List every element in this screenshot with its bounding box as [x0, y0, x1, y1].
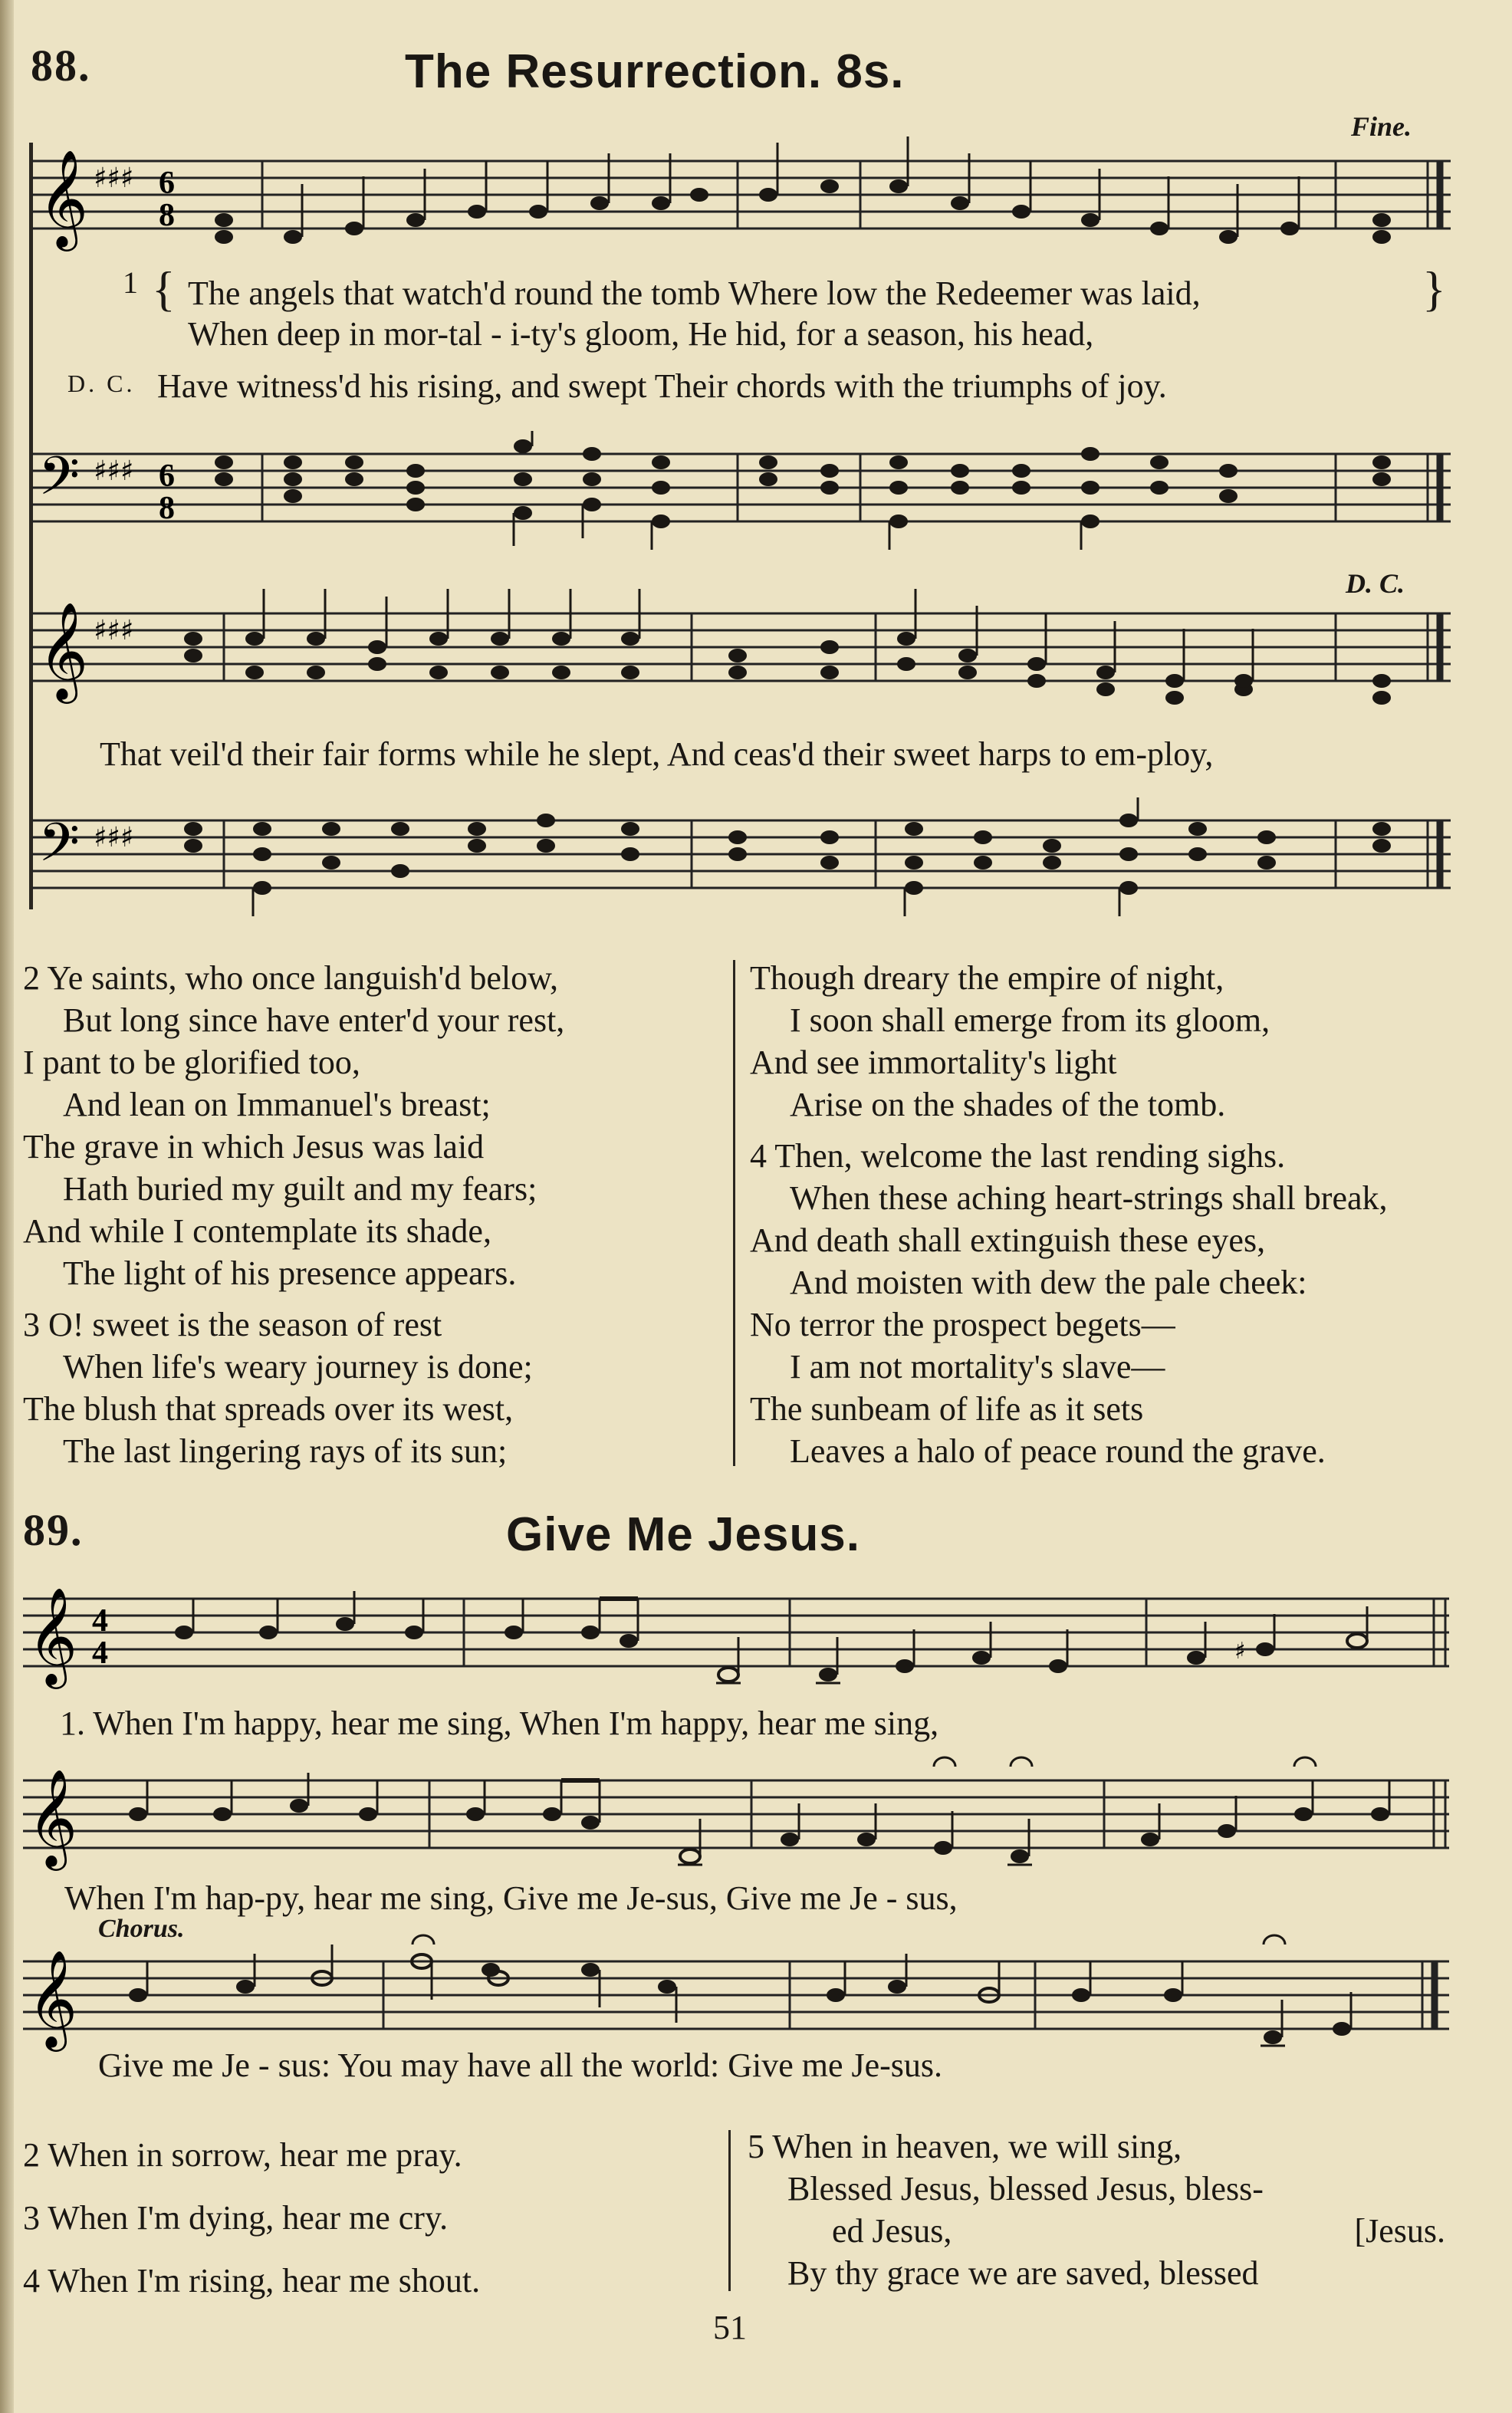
- svg-text:♯♯♯: ♯♯♯: [94, 615, 134, 646]
- verse-line-wrapped: [748, 2210, 1445, 2252]
- lyric-brace-right: }: [1422, 261, 1446, 316]
- lyric-brace-left: {: [152, 261, 176, 316]
- verse-line: I soon shall emerge from its gloom,: [790, 1001, 1270, 1039]
- hymn-89-verses-left: [23, 2124, 480, 2313]
- staff-88-treble-1: [32, 149, 1451, 247]
- verse-line: 4 Then, welcome the last rending sighs.: [750, 1137, 1286, 1175]
- staff-88-bass-2: [32, 813, 1451, 920]
- svg-text:𝄞: 𝄞: [38, 149, 89, 247]
- verse-line: No terror the prospect begets—: [750, 1306, 1175, 1343]
- hymn-89-lyric-line-3: Give me Je - sus: You may have all the world: Give me Je-sus.: [98, 2046, 943, 2084]
- verse-fragment: ed Jesus,: [832, 2212, 952, 2250]
- hymn-88-number: 88.: [31, 41, 91, 90]
- verse-line: 3 When I'm dying, hear me cry.: [23, 2199, 449, 2237]
- verse-line: When these aching heart-strings shall break,: [790, 1179, 1388, 1217]
- verse-line: 3 O! sweet is the season of rest: [23, 1306, 442, 1343]
- staff-88-bass-1: [32, 446, 1451, 554]
- verse-line: And moisten with dew the pale cheek:: [790, 1264, 1307, 1301]
- svg-text:𝄞: 𝄞: [38, 601, 89, 699]
- svg-text:♯♯♯: ♯♯♯: [94, 455, 134, 487]
- verse-line: And see immortality's light: [750, 1044, 1117, 1081]
- svg-text:♯♯♯: ♯♯♯: [94, 163, 134, 194]
- verse-line: The blush that spreads over its west,: [23, 1390, 514, 1428]
- verse-line: 2 When in sorrow, hear me pray.: [23, 2136, 462, 2174]
- dc-prefix: D. C.: [67, 370, 136, 397]
- staff-88-treble-2: [32, 601, 1451, 705]
- chorus-label: Chorus.: [98, 1915, 185, 1943]
- hymn-89-lyric-line-1: 1. When I'm happy, hear me sing, When I'm happy, hear me sing,: [60, 1705, 939, 1742]
- svg-text:𝄞: 𝄞: [28, 1949, 78, 2047]
- svg-text:𝄢: 𝄢: [38, 445, 81, 520]
- verse-line: When life's weary journey is done;: [63, 1348, 533, 1386]
- svg-text:8: 8: [159, 198, 175, 233]
- verse-line: 2 Ye saints, who once languish'd below,: [23, 959, 559, 997]
- verse-line: But long since have enter'd your rest,: [63, 1001, 565, 1039]
- hymn-88-lyric-line-3: Have witness'd his rising, and swept Their chords with the triumphs of joy.: [157, 367, 1167, 405]
- verse-line: I am not mortality's slave—: [790, 1348, 1165, 1386]
- svg-text:6: 6: [159, 459, 175, 494]
- verse-line: I pant to be glorified too,: [23, 1044, 360, 1081]
- svg-text:𝄞: 𝄞: [28, 1768, 78, 1866]
- verse-line: 4 When I'm rising, hear me shout.: [23, 2262, 481, 2300]
- page-spine-shadow: [0, 0, 14, 2413]
- verse-line: And lean on Immanuel's breast;: [63, 1086, 491, 1123]
- verse-line: And while I contemplate its shade,: [23, 1212, 491, 1250]
- verse-line: Blessed Jesus, blessed Jesus, bless-: [787, 2170, 1264, 2208]
- verse-line: By thy grace we are saved, blessed: [787, 2254, 1259, 2292]
- verse-line: Arise on the shades of the tomb.: [790, 1086, 1226, 1123]
- hymn-88-lyric-line-4: That veil'd their fair forms while he slept, And ceas'd their sweet harps to em-ploy,: [100, 735, 1214, 773]
- svg-text:4: 4: [92, 1603, 108, 1639]
- svg-text:4: 4: [92, 1636, 108, 1671]
- verse-line: Hath buried my guilt and my fears;: [63, 1170, 537, 1208]
- hymn-88-verses-left: [23, 957, 564, 1472]
- dc-marking: D. C.: [1346, 568, 1405, 599]
- page-number: 51: [713, 2309, 747, 2346]
- svg-text:6: 6: [159, 166, 175, 201]
- column-divider: [733, 960, 735, 1466]
- svg-text:𝄢: 𝄢: [38, 811, 81, 886]
- column-divider: [728, 2130, 731, 2291]
- hymn-88-lyric-line-1: The angels that watch'd round the tomb Where low the Redeemer was laid,: [188, 275, 1201, 312]
- verse-line: 5 When in heaven, we will sing,: [748, 2128, 1182, 2165]
- verse-line: Leaves a halo of peace round the grave.: [790, 1432, 1326, 1470]
- svg-text:8: 8: [159, 491, 175, 526]
- verse-line: The last lingering rays of its sun;: [63, 1432, 508, 1470]
- svg-text:𝄞: 𝄞: [28, 1586, 78, 1685]
- verse-line: The light of his presence appears.: [63, 1254, 517, 1292]
- hymn-89-title: Give Me Jesus.: [506, 1508, 861, 1561]
- staff-89-1: [23, 1586, 1449, 1691]
- verse-fragment: [Jesus.: [1354, 2212, 1445, 2250]
- verse-line: Though dreary the empire of night,: [750, 959, 1224, 997]
- verse-line: And death shall extinguish these eyes,: [750, 1221, 1266, 1259]
- staff-89-2: [23, 1768, 1449, 1872]
- hymn-88-title: The Resurrection. 8s.: [405, 45, 905, 98]
- svg-text:♯♯♯: ♯♯♯: [94, 822, 134, 853]
- hymn-89-number: 89.: [23, 1505, 84, 1555]
- verse-line: The sunbeam of life as it sets: [750, 1390, 1144, 1428]
- hymn-88-lyric-line-2: When deep in mor-tal - i-ty's gloom, He hid, for a season, his head,: [188, 315, 1094, 353]
- fine-marking: Fine.: [1351, 111, 1412, 142]
- verse-line: The grave in which Jesus was laid: [23, 1128, 485, 1165]
- staff-89-3: [23, 1949, 1449, 2053]
- verse-1-number: 1: [123, 265, 138, 300]
- hymn-89-lyric-line-2: When I'm hap-py, hear me sing, Give me Je-sus, Give me Je - sus,: [64, 1879, 958, 1917]
- hymn-89-verses-right: [748, 2125, 1445, 2294]
- hymn-88-verses-right: [750, 957, 1388, 1472]
- svg-text:♯: ♯: [1234, 1638, 1246, 1665]
